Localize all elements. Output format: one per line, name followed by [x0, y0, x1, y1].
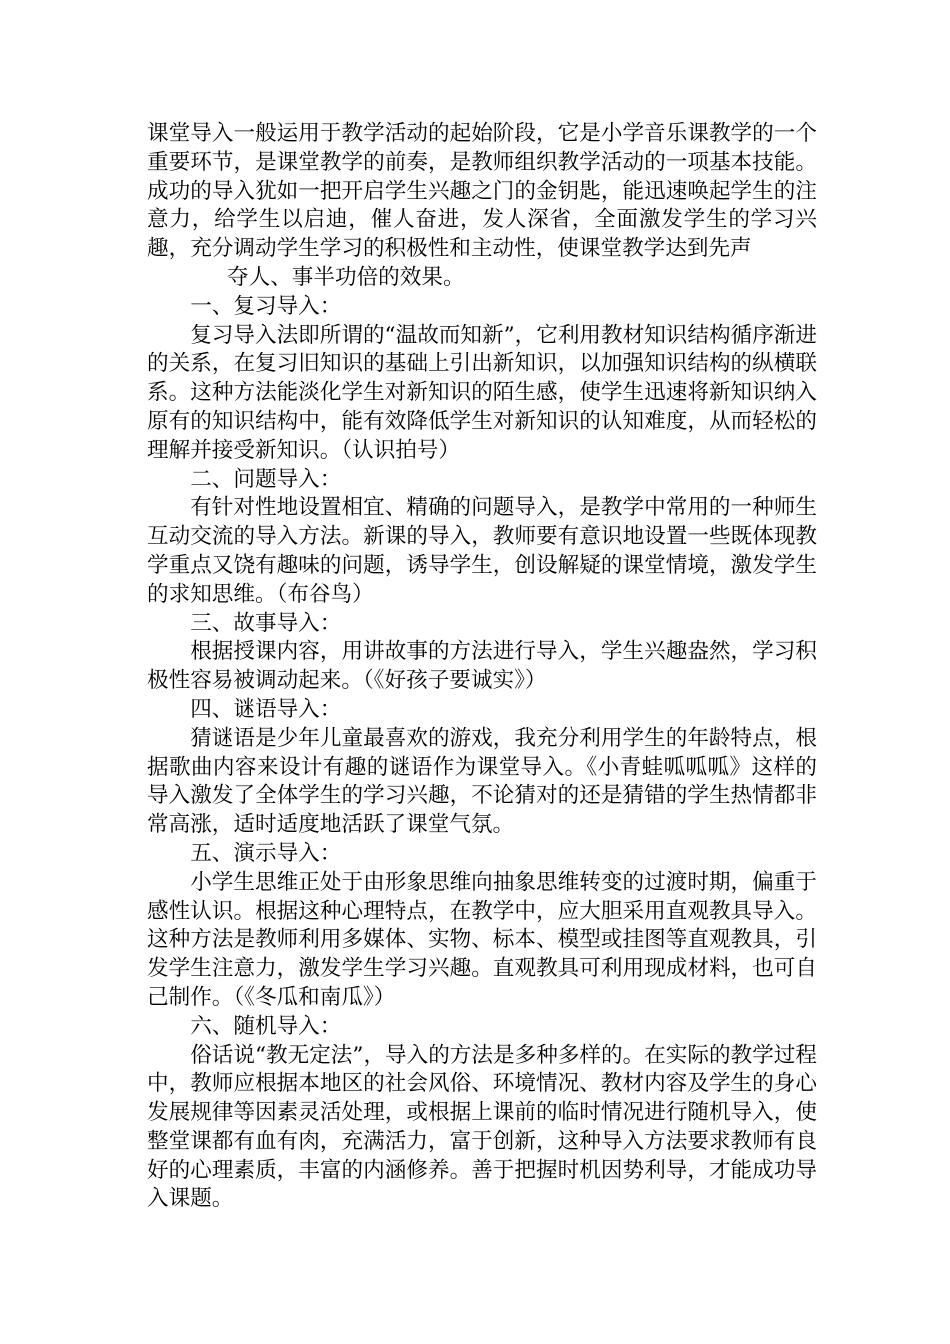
section-heading-random: 六、随机导入：	[190, 1013, 342, 1039]
intro-last-line: 夺人、事半功倍的效果。	[227, 264, 465, 290]
section-body-question: 有针对性地设置相宜、精确的问题导入，是教学中常用的一种师生互动交流的导入方法。新课的导入，教师要有意识地设置一些既体现教学重点又饶有趣味的问题，诱导学生，创设解疑的课堂情境，激发学生的求知思维。（布谷鸟）	[147, 495, 817, 607]
section-heading-story: 三、故事导入：	[190, 610, 342, 636]
intro-text: 课堂导入一般运用于教学活动的起始阶段，它是小学音乐课教学的一个重要环节，是课堂教学的前奏，是教师组织教学活动的一项基本技能。成功的导入犹如一把开启学生兴趣之门的金钥匙，能迅速唤起学生的注意力，给学生以启迪，催人奋进，发人深省，全面激发学生的学习兴趣，充分调动学生学习的积极性和主动性，使课堂教学达到先声	[147, 121, 817, 262]
section-body-random: 俗话说“教无定法”，导入的方法是多种多样的。在实际的教学过程中，教师应根据本地区的社会风俗、环境情况、教材内容及学生的身心发展规律等因素灵活处理，或根据上课前的临时情况进行随机导入，使整堂课都有血有肉，充满活力，富于创新，这种导入方法要求教师有良好的心理素质，丰富的内涵修养。善于把握时机因势利导，才能成功导入课题。	[147, 1042, 817, 1212]
intro-paragraph	[147, 120, 817, 293]
section-heading-review: 一、复习导入：	[190, 293, 342, 319]
section-body-riddle: 猜谜语是少年儿童最喜欢的游戏，我充分利用学生的年龄特点，根据歌曲内容来设计有趣的谜语作为课堂导入。《小青蛙呱呱呱》这样的导入激发了全体学生的学习兴趣，不论猜对的还是猜错的学生热情都非常高涨，适时适度地活跃了课堂气氛。	[147, 725, 817, 838]
section-heading-demo: 五、演示导入：	[190, 840, 342, 866]
section-heading-riddle: 四、谜语导入：	[190, 696, 342, 722]
document-page	[147, 120, 817, 1214]
section-body-review: 复习导入法即所谓的“温故而知新”，它利用教材知识结构循序渐进的关系，在复习旧知识的基础上引出新知识，以加强知识结构的纵横联系。这种方法能淡化学生对新知识的陌生感，使学生迅速将新知识纳入原有的知识结构中，能有效降低学生对新知识的认知难度，从而轻松的理解并接受新知识。（认识拍号）	[147, 322, 817, 463]
section-heading-question: 二、问题导入：	[190, 466, 342, 492]
section-body-story: 根据授课内容，用讲故事的方法进行导入，学生兴趣盎然，学习积极性容易被调动起来。（《好孩子要诚实》）	[147, 639, 817, 694]
section-body-demo: 小学生思维正处于由形象思维向抽象思维转变的过渡时期，偏重于感性认识。根据这种心理特点，在教学中，应大胆采用直观教具导入。这种方法是教师利用多媒体、实物、标本、模型或挂图等直观教具，引发学生注意力，激发学生学习兴趣。直观教具可利用现成材料，也可自己制作。（《冬瓜和南瓜》）	[147, 869, 817, 1010]
